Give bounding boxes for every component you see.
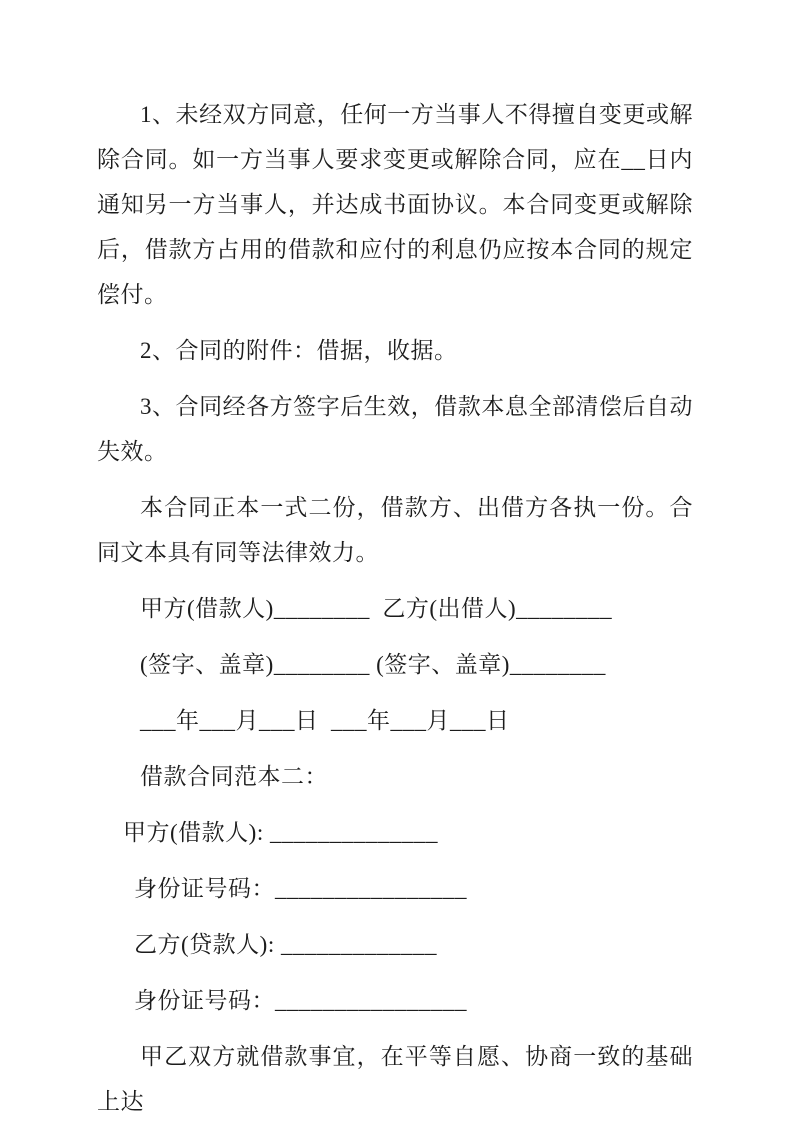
agreement-intro-paragraph: 甲乙双方就借款事宜，在平等自愿、协商一致的基础上达 [97, 1044, 693, 1114]
loan-contract-body [97, 92, 693, 1122]
template-two-heading: 借款合同范本二： [140, 764, 328, 789]
contract-copies-paragraph: 本合同正本一式二份，借款方、出借方各执一份。合同文本具有同等法律效力。 [97, 495, 693, 565]
party-a-id-number-blank-line: 身份证号码：________________ [134, 876, 467, 901]
party-a-borrower-blank-line: 甲方(借款人): ______________ [123, 820, 438, 845]
clause-1-paragraph: 1、未经双方同意，任何一方当事人不得擅自变更或解除合同。如一方当事人要求变更或解除合同，应在__日内通知另一方当事人，并达成书面协议。本合同变更或解除后，借款方占用的借款和应付的利息仍应按本合同的规定偿付。 [97, 102, 693, 307]
date-blank-line: ___年___月___日 ___年___月___日 [140, 708, 510, 733]
clause-3-effectiveness-paragraph: 3、合同经各方签字后生效，借款本息全部清偿后自动失效。 [97, 394, 693, 464]
signature-seal-blank-line: (签字、盖章)________ (签字、盖章)________ [140, 652, 606, 677]
party-b-lender-blank-line: 乙方(贷款人): _____________ [134, 932, 437, 957]
clause-2-attachments-paragraph: 2、合同的附件：借据，收据。 [140, 338, 458, 363]
party-a-b-name-blank-line: 甲方(借款人)________ 乙方(出借人)________ [140, 596, 613, 621]
party-b-id-number-blank-line: 身份证号码：________________ [134, 988, 467, 1013]
